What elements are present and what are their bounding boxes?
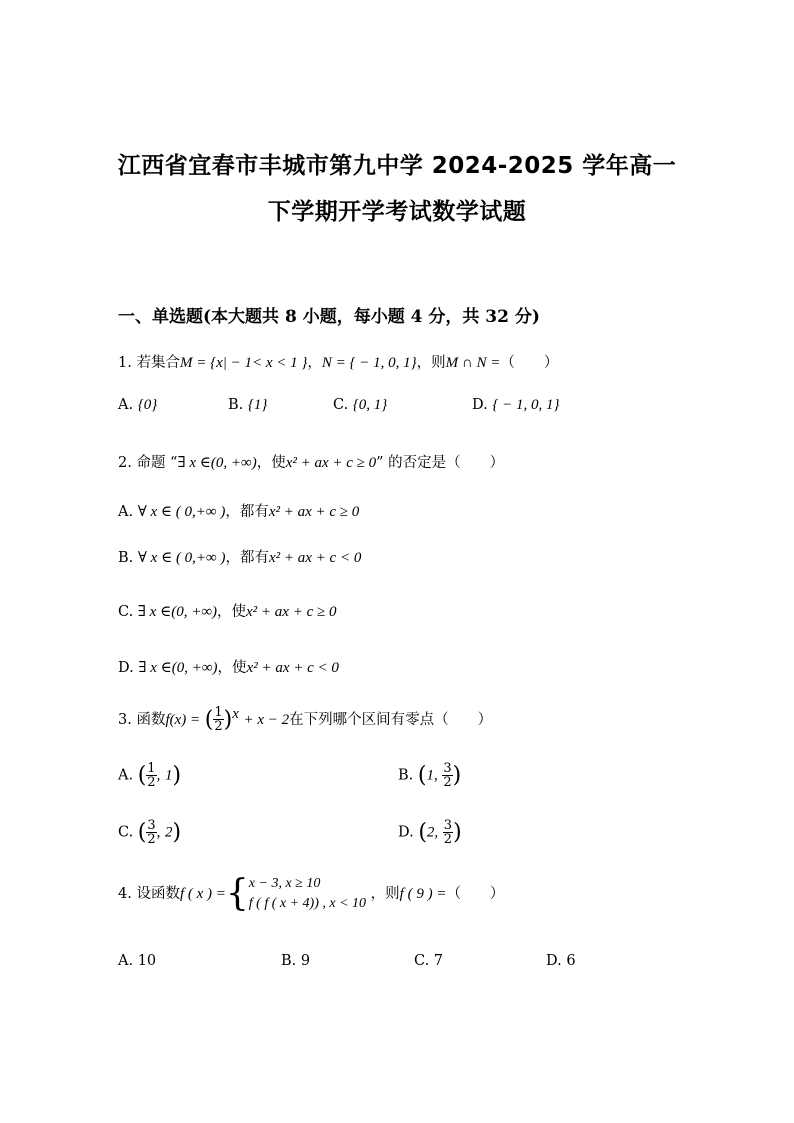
fraction bbox=[146, 819, 156, 846]
option-label: B. bbox=[118, 550, 134, 566]
option-text: 9 bbox=[300, 953, 311, 969]
q3-option-a bbox=[118, 762, 181, 789]
left-paren: ( bbox=[204, 707, 214, 733]
right-paren: ) bbox=[223, 707, 233, 733]
comma: , bbox=[434, 824, 439, 841]
option-label: C. bbox=[414, 953, 430, 969]
piecewise-cases bbox=[249, 874, 366, 914]
comma: , bbox=[433, 767, 438, 784]
numerator: 3 bbox=[147, 818, 156, 833]
question-3 bbox=[118, 706, 492, 733]
fraction bbox=[146, 762, 156, 789]
question-text: 函数 bbox=[136, 711, 166, 728]
q1-option-d bbox=[472, 397, 559, 414]
case-1: x − 3, x ≥ 10 bbox=[248, 876, 321, 891]
option-label: A. bbox=[118, 767, 134, 784]
option-label: A. bbox=[118, 397, 134, 413]
left-paren: ( bbox=[137, 763, 147, 788]
question-text: ，则 bbox=[370, 886, 400, 902]
q4-option-d bbox=[546, 953, 576, 969]
q3-option-b bbox=[398, 762, 461, 789]
inequality: x² + ax + c < 0 bbox=[269, 550, 362, 566]
question-4 bbox=[118, 874, 504, 914]
quantifier: ∃ x ∈(0, +∞) bbox=[137, 604, 218, 620]
inequality: x² + ax + c < 0 bbox=[246, 660, 339, 676]
option-text: ，都有 bbox=[225, 504, 269, 520]
fraction bbox=[213, 706, 223, 733]
piecewise-brace: { bbox=[225, 873, 249, 914]
option-label: D. bbox=[546, 953, 562, 969]
right-paren: ) bbox=[172, 763, 182, 788]
question-number: 2. bbox=[118, 455, 132, 471]
left-paren: ( bbox=[418, 820, 427, 845]
q1-option-c bbox=[333, 397, 387, 414]
numerator: 1 bbox=[147, 761, 156, 776]
quantifier: ∃ x ∈(0, +∞) bbox=[177, 455, 257, 471]
question-number: 4. bbox=[118, 886, 132, 902]
interval-bound: 2 bbox=[426, 824, 435, 841]
fraction bbox=[442, 762, 452, 789]
comma: , bbox=[156, 767, 161, 784]
option-label: B. bbox=[398, 767, 414, 784]
numerator: 3 bbox=[443, 818, 453, 833]
denominator: 2 bbox=[147, 775, 156, 790]
option-text: 10 bbox=[137, 953, 157, 969]
question-text: ” 的否定是（ ） bbox=[376, 455, 505, 471]
case-2: f ( f ( x + 4)) , x < 10 bbox=[248, 896, 367, 911]
denominator: 2 bbox=[443, 775, 452, 790]
option-label: B. bbox=[281, 953, 297, 969]
interval-bound: 1 bbox=[426, 767, 434, 784]
q4-option-c bbox=[414, 953, 443, 969]
option-text: {1} bbox=[247, 397, 268, 413]
right-paren: ) bbox=[453, 820, 462, 845]
question-text: 命题 “ bbox=[136, 455, 178, 471]
left-paren: ( bbox=[417, 763, 427, 788]
function-rest: + x − 2 bbox=[243, 711, 290, 728]
exam-title-line-2: 下学期开学考试数学试题 bbox=[267, 199, 527, 225]
denominator: 2 bbox=[214, 719, 223, 735]
fraction bbox=[443, 819, 453, 846]
q2-option-a bbox=[118, 500, 359, 521]
right-paren: ) bbox=[172, 820, 182, 845]
denominator: 2 bbox=[147, 832, 156, 847]
option-label: A. bbox=[118, 504, 134, 520]
set-m: M = {x| − 1< x < 1 } bbox=[179, 355, 308, 371]
expression: f ( 9 ) = bbox=[399, 886, 447, 902]
option-label: B. bbox=[228, 397, 244, 413]
comma: , bbox=[156, 824, 161, 841]
option-label: C. bbox=[333, 397, 349, 413]
exam-title-line-1: 江西省宜春市丰城市第九中学 2024-2025 学年高一 bbox=[117, 153, 677, 179]
q1-option-a bbox=[118, 397, 157, 414]
q2-option-d bbox=[118, 656, 339, 677]
question-number: 3. bbox=[118, 711, 132, 728]
q4-option-a bbox=[118, 953, 156, 969]
question-1 bbox=[118, 351, 558, 372]
quantifier: ∀ x ∈ ( 0,+∞ ) bbox=[137, 550, 226, 566]
option-text: ，使 bbox=[217, 660, 247, 676]
function-name: f ( x ) = bbox=[179, 886, 226, 902]
set-n: N = { − 1, 0, 1} bbox=[321, 355, 417, 371]
answer-blank: （ ） bbox=[446, 886, 505, 902]
interval-bound: 1 bbox=[164, 767, 173, 784]
q4-option-b bbox=[281, 953, 310, 969]
option-label: D. bbox=[118, 660, 134, 676]
q1-option-b bbox=[228, 397, 267, 414]
option-text: ，使 bbox=[217, 604, 247, 620]
q3-option-d bbox=[398, 819, 462, 846]
option-text: 7 bbox=[433, 953, 444, 969]
question-text: 若集合 bbox=[136, 355, 180, 371]
question-text: 在下列哪个区间有零点（ ） bbox=[289, 711, 493, 728]
expression: M ∩ N = bbox=[445, 355, 501, 371]
question-text: ，使 bbox=[256, 455, 286, 471]
option-label: C. bbox=[118, 824, 134, 841]
option-text: {0, 1} bbox=[352, 397, 388, 413]
function-name: f(x) = bbox=[165, 711, 201, 728]
denominator: 2 bbox=[443, 832, 453, 847]
q2-option-b bbox=[118, 546, 361, 567]
left-paren: ( bbox=[137, 820, 147, 845]
option-label: C. bbox=[118, 604, 134, 620]
separator: ， bbox=[307, 355, 322, 371]
option-text: { − 1, 0, 1} bbox=[492, 397, 560, 413]
q3-option-c bbox=[118, 819, 181, 846]
question-text: ，则 bbox=[416, 355, 446, 371]
numerator: 1 bbox=[214, 705, 223, 721]
option-label: D. bbox=[398, 824, 414, 841]
q2-option-c bbox=[118, 600, 336, 621]
section-heading: 一、单选题(本大题共 8 小题，每小题 4 分，共 32 分) bbox=[118, 307, 540, 327]
inequality: x² + ax + c ≥ 0 bbox=[285, 455, 377, 471]
quantifier: ∀ x ∈ ( 0,+∞ ) bbox=[137, 504, 226, 520]
right-paren: ) bbox=[452, 763, 462, 788]
option-text: 6 bbox=[566, 953, 576, 969]
option-text: ，都有 bbox=[225, 550, 269, 566]
option-text: {0} bbox=[137, 397, 158, 413]
question-text: 设函数 bbox=[136, 886, 180, 902]
question-number: 1. bbox=[118, 355, 132, 371]
option-label: D. bbox=[472, 397, 488, 413]
option-label: A. bbox=[118, 953, 134, 969]
quantifier: ∃ x ∈(0, +∞) bbox=[138, 660, 218, 676]
inequality: x² + ax + c ≥ 0 bbox=[268, 504, 360, 520]
question-2 bbox=[118, 451, 504, 472]
interval-bound: 2 bbox=[165, 824, 173, 841]
exponent: x bbox=[232, 706, 239, 722]
inequality: x² + ax + c ≥ 0 bbox=[246, 604, 337, 620]
answer-blank: （ ） bbox=[500, 355, 559, 371]
numerator: 3 bbox=[443, 761, 452, 776]
